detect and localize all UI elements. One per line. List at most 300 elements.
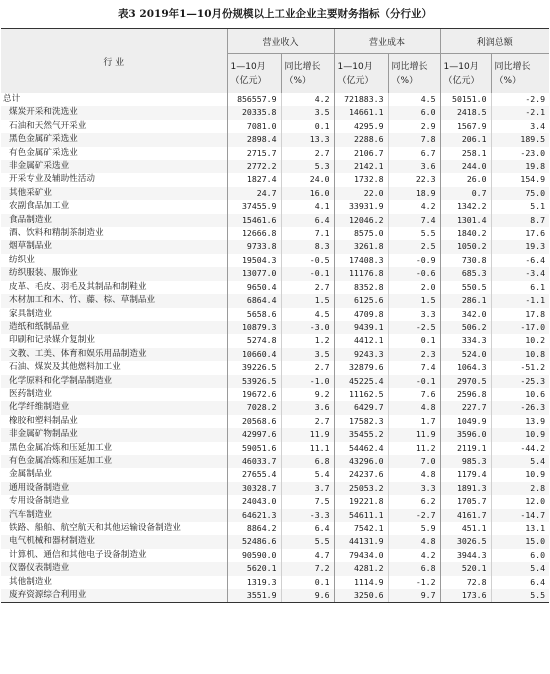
industry-cell: 烟草制品业 xyxy=(1,240,227,253)
industry-cell: 造纸和纸制品业 xyxy=(1,321,227,334)
cost-value-cell: 4295.9 xyxy=(334,120,388,133)
cost-value-cell: 33931.9 xyxy=(334,200,388,213)
profit-growth-cell: 13.1 xyxy=(491,522,549,535)
profit-growth-cell: -23.0 xyxy=(491,147,549,160)
revenue-growth-cell: 13.3 xyxy=(281,133,334,146)
profit-value-cell: 1301.4 xyxy=(440,214,491,227)
cost-growth-cell: -1.2 xyxy=(388,576,440,589)
revenue-growth-cell: 11.9 xyxy=(281,428,334,441)
cost-value-cell: 1732.8 xyxy=(334,173,388,186)
profit-growth-cell: 75.0 xyxy=(491,187,549,200)
table-row xyxy=(1,147,549,160)
revenue-growth-cell: 4.2 xyxy=(281,93,334,106)
profit-growth-cell: -2.1 xyxy=(491,106,549,119)
industry-header: 行 业 xyxy=(1,29,227,94)
revenue-value-cell: 52486.6 xyxy=(227,535,281,548)
revenue-growth-cell: -1.0 xyxy=(281,375,334,388)
profit-growth-cell: 10.2 xyxy=(491,334,549,347)
cost-growth-cell: -0.1 xyxy=(388,375,440,388)
cost-value-subheader xyxy=(334,54,388,94)
industry-cell: 电气机械和器材制造业 xyxy=(1,535,227,548)
profit-growth-cell: 154.9 xyxy=(491,173,549,186)
profit-value-cell: 1049.9 xyxy=(440,415,491,428)
industry-cell: 专用设备制造业 xyxy=(9,496,70,507)
cost-value-cell: 1114.9 xyxy=(334,576,388,589)
profit-value-cell: 72.8 xyxy=(440,576,491,589)
revenue-value-cell: 27655.4 xyxy=(227,468,281,481)
cost-growth-cell: 11.9 xyxy=(388,428,440,441)
revenue-value-cell: 2772.2 xyxy=(227,160,281,173)
industry-cell: 有色金属冶炼和压延加工业 xyxy=(1,455,227,468)
table-row xyxy=(1,495,549,508)
cost-growth-cell: 1.7 xyxy=(388,415,440,428)
revenue-value-cell: 46033.7 xyxy=(227,455,281,468)
cost-growth-cell: 6.8 xyxy=(388,562,440,575)
cost-growth-cell: -2.5 xyxy=(388,321,440,334)
industry-cell: 通用设备制造业 xyxy=(1,482,227,495)
revenue-value-cell: 9733.8 xyxy=(227,240,281,253)
cost-value-cell: 3261.8 xyxy=(334,240,388,253)
cost-value-cell: 3250.6 xyxy=(334,589,388,603)
cost-value-cell: 2142.1 xyxy=(334,160,388,173)
industry-cell: 医药制造业 xyxy=(9,388,52,399)
profit-value-subheader xyxy=(440,54,491,94)
table-row xyxy=(1,173,549,186)
profit-growth-cell: 6.1 xyxy=(491,281,549,294)
industry-cell: 非金属矿物制品业 xyxy=(1,428,227,441)
table-row xyxy=(1,375,549,388)
table-row xyxy=(1,334,549,347)
cost-growth-cell: 4.2 xyxy=(388,200,440,213)
table-row xyxy=(1,214,549,227)
profit-value-cell: 50151.0 xyxy=(440,93,491,106)
cost-growth-cell: 4.8 xyxy=(388,535,440,548)
profit-growth-cell: 6.0 xyxy=(491,549,549,562)
cost-growth-cell: 4.5 xyxy=(388,93,440,106)
revenue-value-cell: 59051.6 xyxy=(227,442,281,455)
cost-growth-cell: 22.3 xyxy=(388,173,440,186)
profit-growth-cell: 8.7 xyxy=(491,214,549,227)
profit-value-cell: 730.8 xyxy=(440,254,491,267)
cost-growth-cell: 2.5 xyxy=(388,240,440,253)
revenue-growth-subheader xyxy=(281,54,334,94)
table-row xyxy=(1,522,549,535)
table-row xyxy=(1,442,549,455)
revenue-growth-cell: 7.1 xyxy=(281,227,334,240)
profit-value-cell: 2596.8 xyxy=(440,388,491,401)
table-row xyxy=(1,281,549,294)
profit-value-cell: 1891.3 xyxy=(440,482,491,495)
cost-value-cell: 19221.8 xyxy=(334,495,388,508)
profit-growth-cell: 12.0 xyxy=(491,495,549,508)
profit-value-cell: 26.0 xyxy=(440,173,491,186)
profit-growth-cell: -2.9 xyxy=(491,93,549,106)
cost-growth-cell: 7.4 xyxy=(388,361,440,374)
cost-growth-cell: 1.5 xyxy=(388,294,440,307)
profit-value-cell: 524.0 xyxy=(440,348,491,361)
subheader-text: 1—10月 （亿元） xyxy=(230,61,267,86)
revenue-value-cell: 8864.2 xyxy=(227,522,281,535)
industry-cell: 纺织服装、服饰业 xyxy=(1,267,227,280)
profit-growth-cell: 10.8 xyxy=(491,348,549,361)
cost-growth-cell: 9.7 xyxy=(388,589,440,603)
cost-value-cell: 9243.3 xyxy=(334,348,388,361)
revenue-growth-cell: 5.4 xyxy=(281,468,334,481)
revenue-growth-cell: 7.5 xyxy=(281,495,334,508)
table-row xyxy=(1,468,549,481)
profit-growth-cell: -26.3 xyxy=(491,401,549,414)
table-row xyxy=(1,509,549,522)
table-row xyxy=(1,93,549,106)
profit-growth-cell: 5.1 xyxy=(491,200,549,213)
revenue-value-cell: 5658.6 xyxy=(227,308,281,321)
revenue-value-cell: 39226.5 xyxy=(227,361,281,374)
revenue-value-cell: 20335.8 xyxy=(227,106,281,119)
revenue-value-cell: 12666.8 xyxy=(227,227,281,240)
revenue-growth-cell: -3.0 xyxy=(281,321,334,334)
profit-growth-cell: -51.2 xyxy=(491,361,549,374)
table-row xyxy=(1,348,549,361)
profit-growth-cell: 10.9 xyxy=(491,428,549,441)
revenue-growth-cell: 24.0 xyxy=(281,173,334,186)
revenue-growth-cell: 2.7 xyxy=(281,361,334,374)
cost-growth-cell: 18.9 xyxy=(388,187,440,200)
cost-value-cell: 12046.2 xyxy=(334,214,388,227)
revenue-value-cell: 13077.0 xyxy=(227,267,281,280)
table-row xyxy=(1,133,549,146)
profit-value-cell: 258.1 xyxy=(440,147,491,160)
profit-value-cell: 227.7 xyxy=(440,401,491,414)
cost-growth-cell: 6.7 xyxy=(388,147,440,160)
revenue-growth-cell: 5.3 xyxy=(281,160,334,173)
profit-value-cell: 3596.0 xyxy=(440,428,491,441)
industry-cell: 皮革、毛皮、羽毛及其制品和制鞋业 xyxy=(9,281,147,292)
cost-growth-cell: 3.3 xyxy=(388,482,440,495)
table-title: 表3 2019年1—10月份规模以上工业企业主要财务指标（分行业） xyxy=(117,8,433,20)
profit-value-cell: 1705.7 xyxy=(440,495,491,508)
cost-growth-cell: 6.2 xyxy=(388,495,440,508)
table-row xyxy=(1,415,549,428)
profit-value-cell: 3944.3 xyxy=(440,549,491,562)
industry-cell: 仪器仪表制造业 xyxy=(1,562,227,575)
cost-value-cell: 4412.1 xyxy=(334,334,388,347)
revenue-value-cell: 90590.0 xyxy=(227,549,281,562)
cost-value-cell: 17408.3 xyxy=(334,254,388,267)
cost-growth-cell: 4.2 xyxy=(388,549,440,562)
profit-growth-cell: 10.6 xyxy=(491,388,549,401)
revenue-growth-cell: 11.1 xyxy=(281,442,334,455)
profit-growth-cell: 15.0 xyxy=(491,535,549,548)
cost-value-cell: 8575.0 xyxy=(334,227,388,240)
revenue-growth-cell: 1.2 xyxy=(281,334,334,347)
industry-cell: 木材加工和木、竹、藤、棕、草制品业 xyxy=(1,294,227,307)
cost-value-cell: 4709.8 xyxy=(334,308,388,321)
profit-value-cell: 0.7 xyxy=(440,187,491,200)
revenue-value-cell: 10660.4 xyxy=(227,348,281,361)
revenue-value-cell: 42997.6 xyxy=(227,428,281,441)
revenue-value-cell: 19504.3 xyxy=(227,254,281,267)
table-row xyxy=(1,267,549,280)
revenue-growth-cell: 3.7 xyxy=(281,482,334,495)
table-row xyxy=(1,428,549,441)
cost-growth-cell: 6.0 xyxy=(388,106,440,119)
cost-value-cell: 6125.6 xyxy=(334,294,388,307)
table-row xyxy=(1,308,549,321)
profit-value-cell: 520.1 xyxy=(440,562,491,575)
industry-cell: 文教、工美、体育和娱乐用品制造业 xyxy=(1,348,227,361)
cost-growth-cell: 2.3 xyxy=(388,348,440,361)
profit-growth-cell: -3.4 xyxy=(491,267,549,280)
industry-cell: 其他采矿业 xyxy=(1,187,227,200)
revenue-growth-cell: -3.3 xyxy=(281,509,334,522)
revenue-value-cell: 7028.2 xyxy=(227,401,281,414)
revenue-value-cell: 2715.7 xyxy=(227,147,281,160)
profit-growth-cell: 19.8 xyxy=(491,160,549,173)
table-row xyxy=(1,401,549,414)
table-row xyxy=(1,549,549,562)
cost-value-cell: 35455.2 xyxy=(334,428,388,441)
cost-value-cell: 721883.3 xyxy=(334,93,388,106)
cost-growth-cell: 11.2 xyxy=(388,442,440,455)
profit-growth-cell: 3.4 xyxy=(491,120,549,133)
profit-value-cell: 685.3 xyxy=(440,267,491,280)
revenue-growth-cell: 9.2 xyxy=(281,388,334,401)
subheader-text: 同比增长 （%） xyxy=(284,61,321,86)
industry-cell: 食品制造业 xyxy=(1,214,227,227)
revenue-growth-cell: 9.6 xyxy=(281,589,334,603)
industry-cell: 石油、煤炭及其他燃料加工业 xyxy=(9,362,121,373)
cost-value-cell: 11176.8 xyxy=(334,267,388,280)
profit-growth-cell: -14.7 xyxy=(491,509,549,522)
industry-cell: 化学纤维制造业 xyxy=(1,401,227,414)
cost-growth-cell: -0.6 xyxy=(388,267,440,280)
revenue-value-cell: 10879.3 xyxy=(227,321,281,334)
revenue-value-cell: 2898.4 xyxy=(227,133,281,146)
revenue-growth-cell: -0.5 xyxy=(281,254,334,267)
table-row xyxy=(1,227,549,240)
profit-value-cell: 1050.2 xyxy=(440,240,491,253)
revenue-growth-cell: 3.5 xyxy=(281,348,334,361)
profit-value-cell: 2418.5 xyxy=(440,106,491,119)
profit-value-cell: 334.3 xyxy=(440,334,491,347)
revenue-value-cell: 53926.5 xyxy=(227,375,281,388)
industry-cell: 铁路、船舶、航空航天和其他运输设备制造业 xyxy=(9,523,181,533)
table-body xyxy=(1,93,549,603)
table-row xyxy=(1,120,549,133)
cost-growth-cell: 0.1 xyxy=(388,334,440,347)
revenue-value-cell: 1319.3 xyxy=(227,576,281,589)
profit-value-cell: 1179.4 xyxy=(440,468,491,481)
table-row xyxy=(1,187,549,200)
cost-value-cell: 2106.7 xyxy=(334,147,388,160)
cost-growth-cell: 2.0 xyxy=(388,281,440,294)
industry-cell: 开采专业及辅助性活动 xyxy=(9,174,95,185)
cost-value-cell: 43296.0 xyxy=(334,455,388,468)
revenue-growth-cell: 4.1 xyxy=(281,200,334,213)
profit-value-cell: 3026.5 xyxy=(440,535,491,548)
profit-growth-cell: 13.9 xyxy=(491,415,549,428)
cost-value-cell: 25053.2 xyxy=(334,482,388,495)
table-row xyxy=(1,482,549,495)
revenue-value-cell: 7081.0 xyxy=(227,120,281,133)
profit-growth-cell: -6.4 xyxy=(491,254,549,267)
table-row xyxy=(1,455,549,468)
cost-growth-cell: 7.4 xyxy=(388,214,440,227)
revenue-growth-cell: 2.7 xyxy=(281,415,334,428)
table-row xyxy=(1,106,549,119)
profit-growth-cell: 5.4 xyxy=(491,455,549,468)
profit-value-cell: 173.6 xyxy=(440,589,491,603)
cost-growth-cell: 5.5 xyxy=(388,227,440,240)
profit-value-cell: 1064.3 xyxy=(440,361,491,374)
industry-cell: 总计 xyxy=(3,94,21,104)
table-row xyxy=(1,576,549,589)
cost-value-cell: 54462.4 xyxy=(334,442,388,455)
profit-value-cell: 4161.7 xyxy=(440,509,491,522)
cost-value-cell: 54611.1 xyxy=(334,509,388,522)
table-row xyxy=(1,200,549,213)
cost-value-cell: 7542.1 xyxy=(334,522,388,535)
cost-value-cell: 9439.1 xyxy=(334,321,388,334)
revenue-value-cell: 24.7 xyxy=(227,187,281,200)
profit-value-cell: 1567.9 xyxy=(440,120,491,133)
revenue-growth-cell: 8.3 xyxy=(281,240,334,253)
table-row xyxy=(1,294,549,307)
industry-cell: 黑色金属矿采选业 xyxy=(1,133,227,146)
cost-growth-cell: 4.8 xyxy=(388,468,440,481)
revenue-value-cell: 24043.0 xyxy=(227,495,281,508)
table-row xyxy=(1,562,549,575)
profit-growth-cell: 19.3 xyxy=(491,240,549,253)
profit-value-cell: 286.1 xyxy=(440,294,491,307)
revenue-value-cell: 856557.9 xyxy=(227,93,281,106)
table-row xyxy=(1,361,549,374)
profit-value-cell: 244.0 xyxy=(440,160,491,173)
cost-growth-cell: 7.0 xyxy=(388,455,440,468)
profit-growth-cell: -1.1 xyxy=(491,294,549,307)
cost-value-cell: 32879.6 xyxy=(334,361,388,374)
revenue-growth-cell: 1.5 xyxy=(281,294,334,307)
revenue-value-cell: 20568.6 xyxy=(227,415,281,428)
revenue-growth-cell: 7.2 xyxy=(281,562,334,575)
cost-value-cell: 22.0 xyxy=(334,187,388,200)
cost-value-cell: 2288.6 xyxy=(334,133,388,146)
revenue-growth-cell: 5.5 xyxy=(281,535,334,548)
profit-value-cell: 1342.2 xyxy=(440,200,491,213)
profit-growth-cell: 189.5 xyxy=(491,133,549,146)
profit-value-cell: 506.2 xyxy=(440,321,491,334)
revenue-value-cell: 3551.9 xyxy=(227,589,281,603)
table-row xyxy=(1,321,549,334)
revenue-value-cell: 30328.7 xyxy=(227,482,281,495)
profit-header: 利润总额 xyxy=(440,29,549,54)
table-row xyxy=(1,589,549,603)
profit-value-cell: 451.1 xyxy=(440,522,491,535)
cost-value-cell: 24237.6 xyxy=(334,468,388,481)
profit-growth-cell: 5.5 xyxy=(491,589,549,603)
industry-cell: 酒、饮料和精制茶制造业 xyxy=(9,228,104,239)
industry-cell: 金属制品业 xyxy=(9,469,52,480)
industry-cell: 化学原料和化学制品制造业 xyxy=(1,375,227,388)
industry-cell: 废弃资源综合利用业 xyxy=(1,589,227,603)
revenue-value-subheader xyxy=(227,54,281,94)
profit-value-cell: 2119.1 xyxy=(440,442,491,455)
revenue-value-cell: 15461.6 xyxy=(227,214,281,227)
cost-growth-cell: 2.9 xyxy=(388,120,440,133)
revenue-growth-cell: 16.0 xyxy=(281,187,334,200)
profit-growth-cell: 5.4 xyxy=(491,562,549,575)
revenue-value-cell: 9650.4 xyxy=(227,281,281,294)
profit-value-cell: 985.3 xyxy=(440,455,491,468)
financial-indicators-table xyxy=(1,28,549,603)
profit-growth-cell: 6.4 xyxy=(491,576,549,589)
subheader-text: 1—10月 （亿元） xyxy=(337,61,374,86)
profit-growth-cell: 17.8 xyxy=(491,308,549,321)
cost-growth-subheader xyxy=(388,54,440,94)
industry-cell: 印刷和记录媒介复制业 xyxy=(9,335,95,346)
cost-value-cell: 17582.3 xyxy=(334,415,388,428)
cost-header: 营业成本 xyxy=(334,29,440,54)
cost-growth-cell: 4.8 xyxy=(388,401,440,414)
profit-value-cell: 550.5 xyxy=(440,281,491,294)
cost-growth-cell: -0.9 xyxy=(388,254,440,267)
revenue-growth-cell: 6.4 xyxy=(281,522,334,535)
cost-growth-cell: 7.6 xyxy=(388,388,440,401)
industry-cell: 其他制造业 xyxy=(9,576,52,587)
industry-cell: 橡胶和塑料制品业 xyxy=(9,415,78,426)
cost-value-cell: 45225.4 xyxy=(334,375,388,388)
revenue-value-cell: 1827.4 xyxy=(227,173,281,186)
industry-cell: 有色金属矿采选业 xyxy=(9,147,78,158)
table-row xyxy=(1,240,549,253)
revenue-growth-cell: 0.1 xyxy=(281,576,334,589)
revenue-growth-cell: 2.7 xyxy=(281,147,334,160)
revenue-header: 营业收入 xyxy=(227,29,334,54)
profit-growth-cell: -17.0 xyxy=(491,321,549,334)
table-row xyxy=(1,254,549,267)
revenue-growth-cell: 6.4 xyxy=(281,214,334,227)
industry-cell: 非金属矿采选业 xyxy=(1,160,227,173)
revenue-value-cell: 5620.1 xyxy=(227,562,281,575)
revenue-growth-cell: 6.8 xyxy=(281,455,334,468)
profit-growth-cell: 17.6 xyxy=(491,227,549,240)
profit-growth-cell: -44.2 xyxy=(491,442,549,455)
profit-value-cell: 206.1 xyxy=(440,133,491,146)
revenue-growth-cell: 4.5 xyxy=(281,308,334,321)
industry-cell: 计算机、通信和其他电子设备制造业 xyxy=(9,549,147,560)
industry-cell: 黑色金属冶炼和压延加工业 xyxy=(9,442,113,453)
revenue-growth-cell: 0.1 xyxy=(281,120,334,133)
cost-value-cell: 79434.0 xyxy=(334,549,388,562)
revenue-growth-cell: 2.7 xyxy=(281,281,334,294)
cost-value-cell: 6429.7 xyxy=(334,401,388,414)
table-row xyxy=(1,388,549,401)
industry-cell: 汽车制造业 xyxy=(1,509,227,522)
profit-growth-cell: 10.9 xyxy=(491,468,549,481)
cost-value-cell: 4281.2 xyxy=(334,562,388,575)
subheader-text: 同比增长 （%） xyxy=(494,61,531,86)
revenue-value-cell: 64621.3 xyxy=(227,509,281,522)
industry-cell: 石油和天然气开采业 xyxy=(9,120,87,131)
revenue-value-cell: 19672.6 xyxy=(227,388,281,401)
industry-cell: 纺织业 xyxy=(9,254,35,265)
cost-growth-cell: 3.3 xyxy=(388,308,440,321)
cost-value-cell: 11162.5 xyxy=(334,388,388,401)
profit-value-cell: 1840.2 xyxy=(440,227,491,240)
table-row xyxy=(1,535,549,548)
revenue-value-cell: 6864.4 xyxy=(227,294,281,307)
cost-growth-cell: 3.6 xyxy=(388,160,440,173)
